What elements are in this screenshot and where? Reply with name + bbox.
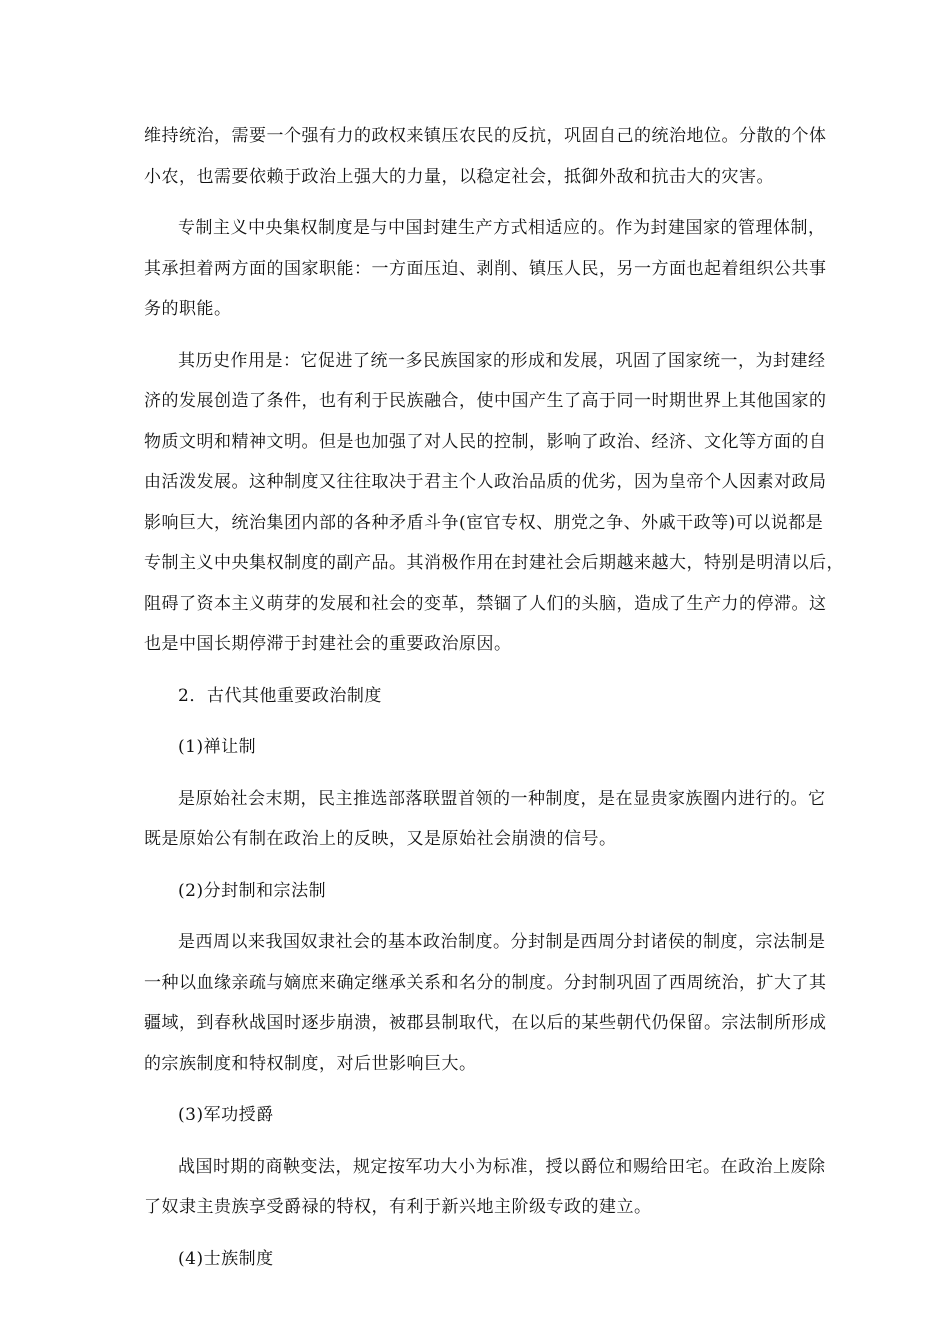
paragraph-h2-1 xyxy=(144,727,804,768)
text-line: (3)军功授爵 xyxy=(178,1105,274,1125)
paragraph-h2 xyxy=(144,676,804,717)
paragraph-h2-3 xyxy=(144,1095,804,1136)
paragraph-gap xyxy=(144,1136,804,1147)
text-line: 是原始社会末期，民主推选部落联盟首领的一种制度，是在显贵家族圈内进行的。它 xyxy=(178,788,826,809)
paragraph-p3 xyxy=(144,341,844,665)
text-line: 了奴隶主贵族享受爵禄的特权，有利于新兴地主阶级专政的建立。 xyxy=(144,1197,652,1217)
text-line: (1)禅让制 xyxy=(178,737,257,757)
text-line: 疆域，到春秋战国时逐步崩溃，被郡县制取代，在以后的某些朝代仍保留。宗法制所形成 xyxy=(144,1013,827,1033)
paragraph-p6 xyxy=(144,1147,826,1228)
text-line: 2．古代其他重要政治制度 xyxy=(178,685,382,706)
text-line: 务的职能。 xyxy=(144,299,232,319)
text-line: 小农，也需要依赖于政治上强大的力量，以稳定社会，抵御外敌和抗击大的灾害。 xyxy=(144,166,774,187)
paragraph-gap xyxy=(144,768,804,779)
text-line: 也是中国长期停滞于封建社会的重要政治原因。 xyxy=(144,634,512,654)
text-line: (4)士族制度 xyxy=(178,1248,274,1269)
text-line: 专制主义中央集权制度是与中国封建生产方式相适应的。作为封建国家的管理体制， xyxy=(178,218,826,238)
text-line: 其历史作用是：它促进了统一多民族国家的形成和发展，巩固了国家统一，为封建经 xyxy=(178,350,826,371)
text-line: 的宗族制度和特权制度，对后世影响巨大。 xyxy=(144,1053,477,1074)
paragraph-h2-2 xyxy=(144,871,804,912)
paragraph-p4 xyxy=(144,779,826,860)
text-line: 物质文明和精神文明。但是也加强了对人民的控制，影响了政治、经济、文化等方面的自 xyxy=(144,431,827,452)
text-line: 由活泼发展。这种制度又往往取决于君主个人政治品质的优劣，因为皇帝个人因素对政局 xyxy=(144,472,827,492)
text-line: 其承担着两方面的国家职能：一方面压迫、剥削、镇压人民，另一方面也起着组织公共事 xyxy=(144,258,827,279)
paragraph-gap xyxy=(144,1084,804,1095)
paragraph-gap xyxy=(144,911,804,922)
text-line: (2)分封制和宗法制 xyxy=(178,880,327,901)
text-line: 影响巨大，统治集团内部的各种矛盾斗争(宦官专权、朋党之争、外戚干政等)可以说都是 xyxy=(144,512,824,533)
text-line: 阻碍了资本主义萌芽的发展和社会的变革，禁锢了人们的头脑，造成了生产力的停滞。这 xyxy=(144,593,827,614)
text-line: 是西周以来我国奴隶社会的基本政治制度。分封制是西周分封诸侯的制度，宗法制是 xyxy=(178,932,826,952)
paragraph-gap xyxy=(144,330,804,341)
text-line: 战国时期的商鞅变法，规定按军功大小为标准，授以爵位和赐给田宅。在政治上废除 xyxy=(178,1156,826,1177)
text-line: 既是原始公有制在政治上的反映，又是原始社会崩溃的信号。 xyxy=(144,829,617,849)
text-line: 专制主义中央集权制度的副产品。其消极作用在封建社会后期越来越大，特别是明清以后， xyxy=(144,553,844,573)
paragraph-gap xyxy=(144,197,804,208)
paragraph-gap xyxy=(144,716,804,727)
paragraph-h2-4 xyxy=(144,1239,804,1280)
text-line: 维持统治，需要一个强有力的政权来镇压农民的反抗，巩固自己的统治地位。分散的个体 xyxy=(144,126,827,146)
text-line: 济的发展创造了条件，也有利于民族融合，使中国产生了高于同一时期世界上其他国家的 xyxy=(144,391,827,411)
paragraph-gap xyxy=(144,1228,804,1239)
text-line: 一种以血缘亲疏与嫡庶来确定继承关系和名分的制度。分封制巩固了西周统治，扩大了其 xyxy=(144,972,827,993)
paragraph-gap xyxy=(144,860,804,871)
paragraph-p1 xyxy=(144,116,827,197)
paragraph-gap xyxy=(144,665,804,676)
document-page xyxy=(144,116,844,1279)
paragraph-p2 xyxy=(144,208,827,330)
paragraph-p5 xyxy=(144,922,827,1084)
